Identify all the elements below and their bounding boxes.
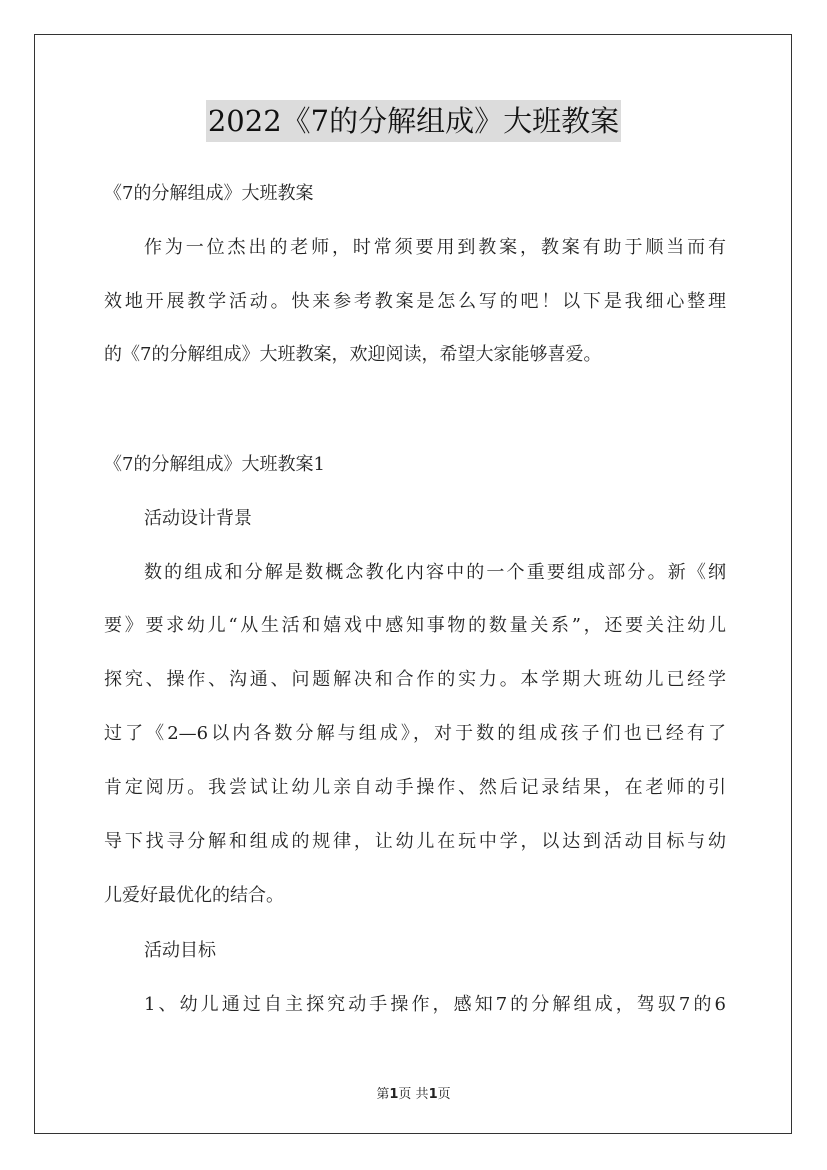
background-line-5: 肯定阅历。我尝试让幼儿亲自动手操作、然后记录结果，在老师的引 (104, 777, 726, 798)
background-line-2: 要》要求幼儿“从生活和嬉戏中感知事物的数量关系”，还要关注幼儿 (104, 615, 726, 636)
document-subtitle: 《7的分解组成》大班教案 (104, 183, 314, 204)
intro-line-2: 效地开展教学活动。快来参考教案是怎么写的吧！以下是我细心整理 (104, 291, 726, 312)
document-title (0, 100, 827, 142)
goal-line-1: 1、幼儿通过自主探究动手操作，感知7的分解组成，驾驭7的6 (144, 994, 726, 1015)
background-line-6: 导下找寻分解和组成的规律，让幼儿在玩中学，以达到活动目标与幼 (104, 831, 726, 852)
footer-page-total: 1 (428, 1087, 438, 1102)
background-heading: 活动设计背景 (144, 508, 252, 529)
footer-suffix: 页 (437, 1087, 451, 1102)
intro-line-1: 作为一位杰出的老师，时常须要用到教案，教案有助于顺当而有 (144, 237, 726, 258)
background-line-4: 过了《2—6以内各数分解与组成》，对于数的组成孩子们也已经有了 (104, 723, 726, 744)
page-footer (0, 1083, 827, 1102)
background-line-3: 探究、操作、沟通、问题解决和合作的实力。本学期大班幼儿已经学 (104, 669, 726, 690)
footer-prefix: 第 (376, 1087, 390, 1102)
intro-line-3: 的《7的分解组成》大班教案，欢迎阅读，希望大家能够喜爱。 (104, 344, 602, 365)
footer-page-number: 1 (389, 1087, 399, 1102)
background-line-1: 数的组成和分解是数概念教化内容中的一个重要组成部分。新《纲 (144, 562, 726, 583)
section-heading: 《7的分解组成》大班教案1 (104, 454, 325, 475)
document-title-text: 2022《7的分解组成》大班教案 (206, 100, 621, 142)
footer-mid: 页 共 (398, 1087, 429, 1102)
background-line-7: 儿爱好最优化的结合。 (104, 885, 284, 906)
goals-heading: 活动目标 (144, 940, 216, 961)
